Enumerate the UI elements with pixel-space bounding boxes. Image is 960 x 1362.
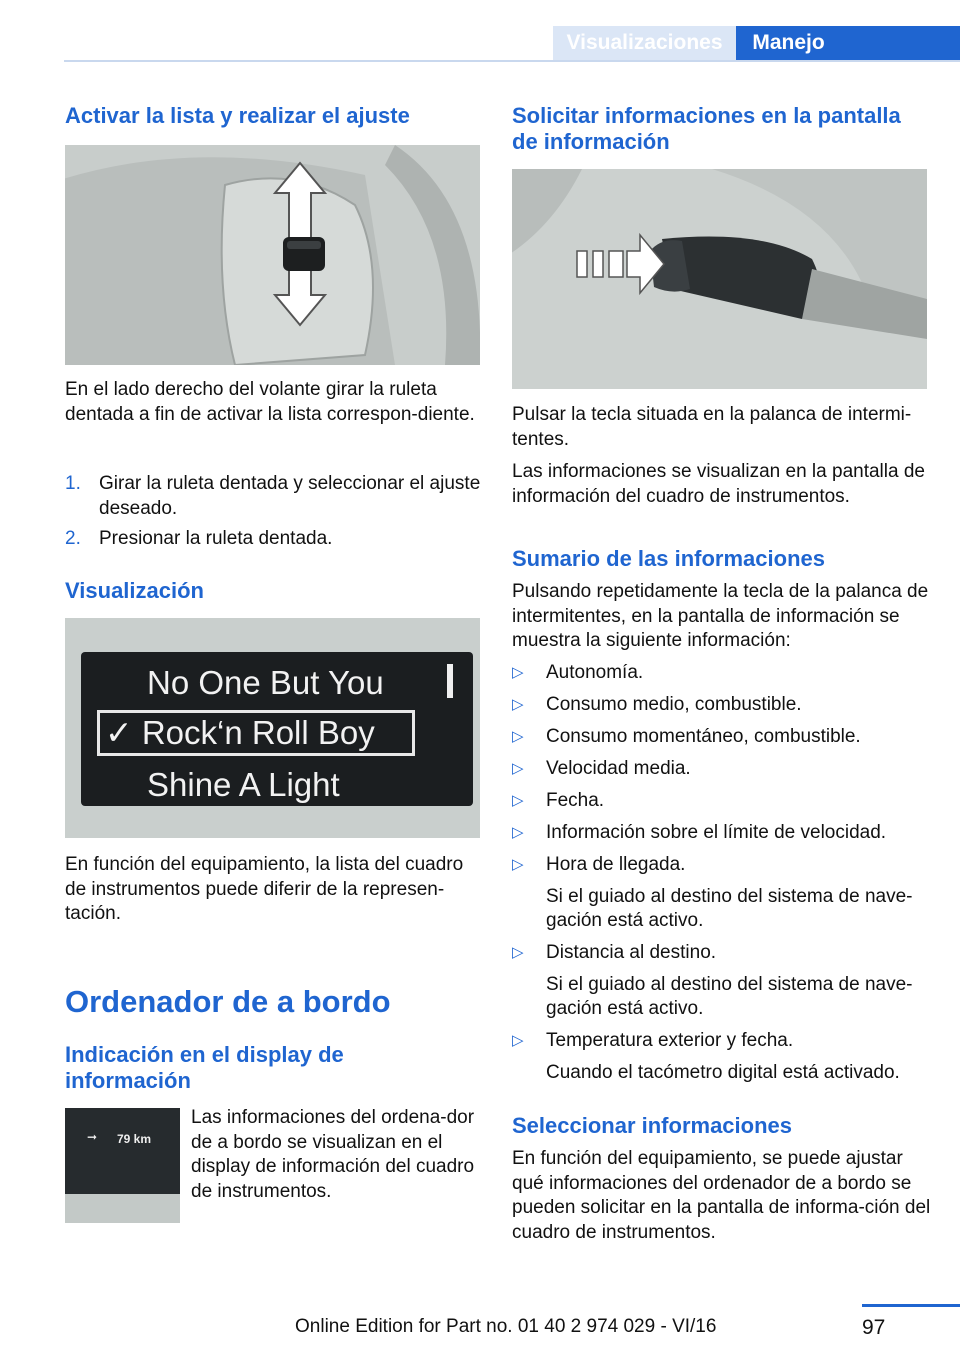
- heading-indication: Indicación en el display de información: [65, 1042, 344, 1093]
- onboard-computer-display-image: [65, 1108, 180, 1223]
- list-item: [512, 661, 936, 686]
- list-entry-2-selected: ✓ Rock‘n Roll Boy: [105, 714, 375, 751]
- step-text: Presionar la ruleta dentada.: [99, 528, 333, 549]
- scrollbar-indicator: [447, 664, 453, 698]
- range-icon: ➞: [87, 1130, 98, 1144]
- heading-activate-list: Activar la lista y realizar el ajuste: [65, 103, 410, 128]
- bullet-text: Información sobre el límite de velocidad.: [546, 822, 887, 843]
- bullet-text: Consumo momentáneo, combustible.: [546, 726, 861, 747]
- heading-display: Visualización: [65, 578, 204, 603]
- list-entry-3: Shine A Light: [147, 766, 340, 803]
- header-chapter-tab: Manejo: [736, 26, 841, 60]
- header-rule: [64, 60, 960, 62]
- list-item: [512, 725, 936, 750]
- paragraph-indication: Las informaciones del ordena-dor de a bordo se visualizan en el display de información del cuadro de instrumentos.: [191, 1107, 475, 1202]
- list-item: [65, 527, 484, 552]
- bullet-text: Hora de llegada.: [546, 854, 686, 875]
- triangle-bullet-icon: ▷: [512, 856, 524, 873]
- bullet-text: Temperatura exterior y fecha.: [546, 1030, 794, 1051]
- step-text: Girar la ruleta dentada y seleccionar el ajuste deseado.: [99, 473, 481, 519]
- bullet-text: Autonomía.: [546, 662, 644, 683]
- edition-footer: Online Edition for Part no. 01 40 2 974 029 - VI/16: [295, 1316, 717, 1337]
- paragraph-request-2: Las informaciones se visualizan en la pantalla de información del cuadro de instrumentos.: [512, 461, 925, 507]
- bullet-note: Cuando el tacómetro digital está activado.: [546, 1061, 900, 1083]
- step-number: 2.: [65, 528, 81, 549]
- triangle-bullet-icon: ▷: [512, 664, 524, 681]
- heading-onboard-computer: Ordenador de a bordo: [65, 984, 391, 1019]
- triangle-bullet-icon: ▷: [512, 728, 524, 745]
- list-item: [512, 821, 936, 846]
- list-item: [512, 853, 936, 934]
- heading-select-info: Seleccionar informaciones: [512, 1113, 792, 1138]
- bullet-text: Fecha.: [546, 790, 605, 811]
- bullet-text: Distancia al destino.: [546, 942, 717, 963]
- page-number: 97: [862, 1316, 886, 1339]
- list-item: [512, 693, 936, 718]
- list-entry-1: No One But You: [147, 664, 384, 701]
- triangle-bullet-icon: ▷: [512, 1032, 524, 1049]
- triangle-bullet-icon: ▷: [512, 824, 524, 841]
- paragraph-activate: En el lado derecho del volante girar la ruleta dentada a fin de activar la lista correspon-diente.: [65, 379, 475, 425]
- triangle-bullet-icon: ▷: [512, 944, 524, 961]
- steps-list: [65, 472, 484, 552]
- triangle-bullet-icon: ▷: [512, 792, 524, 809]
- bullet-text: Consumo medio, combustible.: [546, 694, 802, 715]
- instrument-cluster-list-image: [65, 618, 480, 838]
- heading-summary: Sumario de las informaciones: [512, 546, 825, 571]
- list-item: [512, 1029, 936, 1085]
- range-readout: 79 km: [117, 1132, 152, 1146]
- header-section-tab: Visualizaciones: [553, 26, 736, 60]
- list-item: [512, 941, 936, 1022]
- header-bar: [841, 26, 960, 60]
- bullet-note: Si el guiado al destino del sistema de nave-gación está activo.: [546, 885, 913, 931]
- paragraph-request-1: Pulsar la tecla situada en la palanca de intermi-tentes.: [512, 404, 912, 450]
- triangle-bullet-icon: ▷: [512, 696, 524, 713]
- bullet-note: Si el guiado al destino del sistema de nave-gación está activo.: [546, 973, 913, 1019]
- triangle-bullet-icon: ▷: [512, 760, 524, 777]
- turn-signal-lever-image: [512, 169, 927, 389]
- list-item: [512, 757, 936, 782]
- page-number-rule: [862, 1304, 960, 1307]
- paragraph-select: En función del equipamiento, se puede ajustar qué informaciones del ordenador de a bordo se pueden solicitar en la pantalla de informa-ción del cuadro de instrumentos.: [512, 1148, 931, 1243]
- info-bullet-list: [512, 661, 936, 1085]
- list-item: [65, 472, 484, 521]
- heading-request-info: Solicitar informaciones en la pantalla de información: [512, 103, 901, 154]
- step-number: 1.: [65, 473, 81, 494]
- steering-wheel-thumbwheel-image: [65, 145, 480, 365]
- list-item: [512, 789, 936, 814]
- paragraph-summary: Pulsando repetidamente la tecla de la palanca de intermitentes, en la pantalla de información se muestra la siguiente información:: [512, 581, 929, 651]
- bullet-text: Velocidad media.: [546, 758, 691, 779]
- paragraph-display: En función del equipamiento, la lista del cuadro de instrumentos puede diferir de la represen-tación.: [65, 854, 464, 924]
